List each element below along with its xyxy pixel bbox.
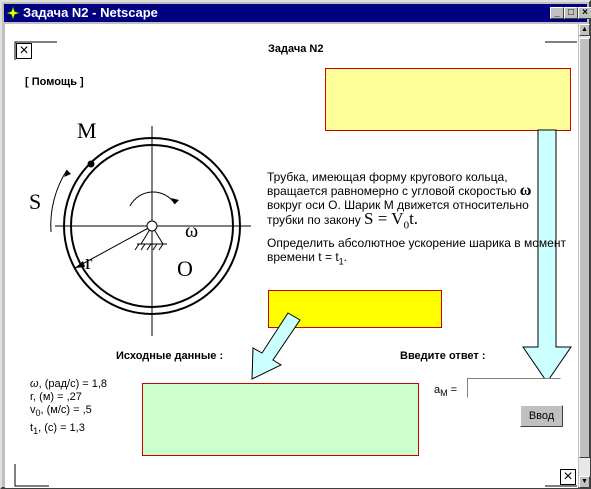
given-omega: ω, (рад/с) = 1,8 xyxy=(30,378,108,390)
problem-line-1: Трубка, имеющая форму кругового кольца, xyxy=(267,170,508,184)
problem-line-3: вокруг оси О. Шарик М движется относительно xyxy=(267,198,529,212)
label-r: r xyxy=(85,249,93,274)
scroll-down-icon[interactable]: ▼ xyxy=(579,476,590,488)
inputs-heading: Исходные данные : xyxy=(116,350,224,362)
label-s: S xyxy=(29,189,42,214)
answer-heading: Введите ответ : xyxy=(400,350,486,362)
scroll-up-icon[interactable]: ▲ xyxy=(579,24,590,36)
answer-label: $a_M$ = xyxy=(434,384,458,399)
given-t1: $t_1$, (с) = 1,3 xyxy=(30,422,85,437)
page-content xyxy=(5,24,578,488)
label-m: M xyxy=(77,118,97,143)
problem-statement xyxy=(267,170,567,273)
vertical-scrollbar[interactable] xyxy=(579,24,590,488)
answer-input[interactable] xyxy=(467,378,561,398)
scroll-thumb[interactable] xyxy=(579,38,590,458)
close-box-top[interactable]: × xyxy=(16,43,32,59)
label-omega: ω xyxy=(185,220,199,242)
title-bar xyxy=(4,4,587,22)
given-v0: $v_0$, (м/с) = ,5 xyxy=(30,404,92,419)
help-link[interactable]: [ Помощь ] xyxy=(25,76,84,88)
motion-law: $S = V_0t$. xyxy=(364,209,419,232)
close-box-bottom[interactable]: × xyxy=(560,469,576,485)
problem-line-4: трубки по закону xyxy=(267,213,361,227)
maximize-button[interactable]: □ xyxy=(564,7,578,19)
netscape-logo-icon xyxy=(6,6,20,20)
page-title: Задача N2 xyxy=(268,43,324,55)
problem-line-2: вращается равномерно с угловой скоростью xyxy=(267,184,517,198)
minimize-button[interactable]: _ xyxy=(550,7,564,19)
given-r: r, (м) = ,27 xyxy=(30,391,82,403)
problem-line-6: времени $t = t_1$. xyxy=(267,250,348,267)
given-data xyxy=(30,378,107,438)
close-window-button[interactable]: × xyxy=(578,7,591,19)
label-o: O xyxy=(177,256,193,281)
problem-line-5: Определить абсолютное ускорение шарика в момент xyxy=(267,236,566,251)
enter-button[interactable]: Ввод xyxy=(520,405,563,427)
omega-symbol: ω xyxy=(519,182,532,199)
window-title: Задача N2 - Netscape xyxy=(23,5,158,20)
ring-diagram xyxy=(15,114,270,354)
